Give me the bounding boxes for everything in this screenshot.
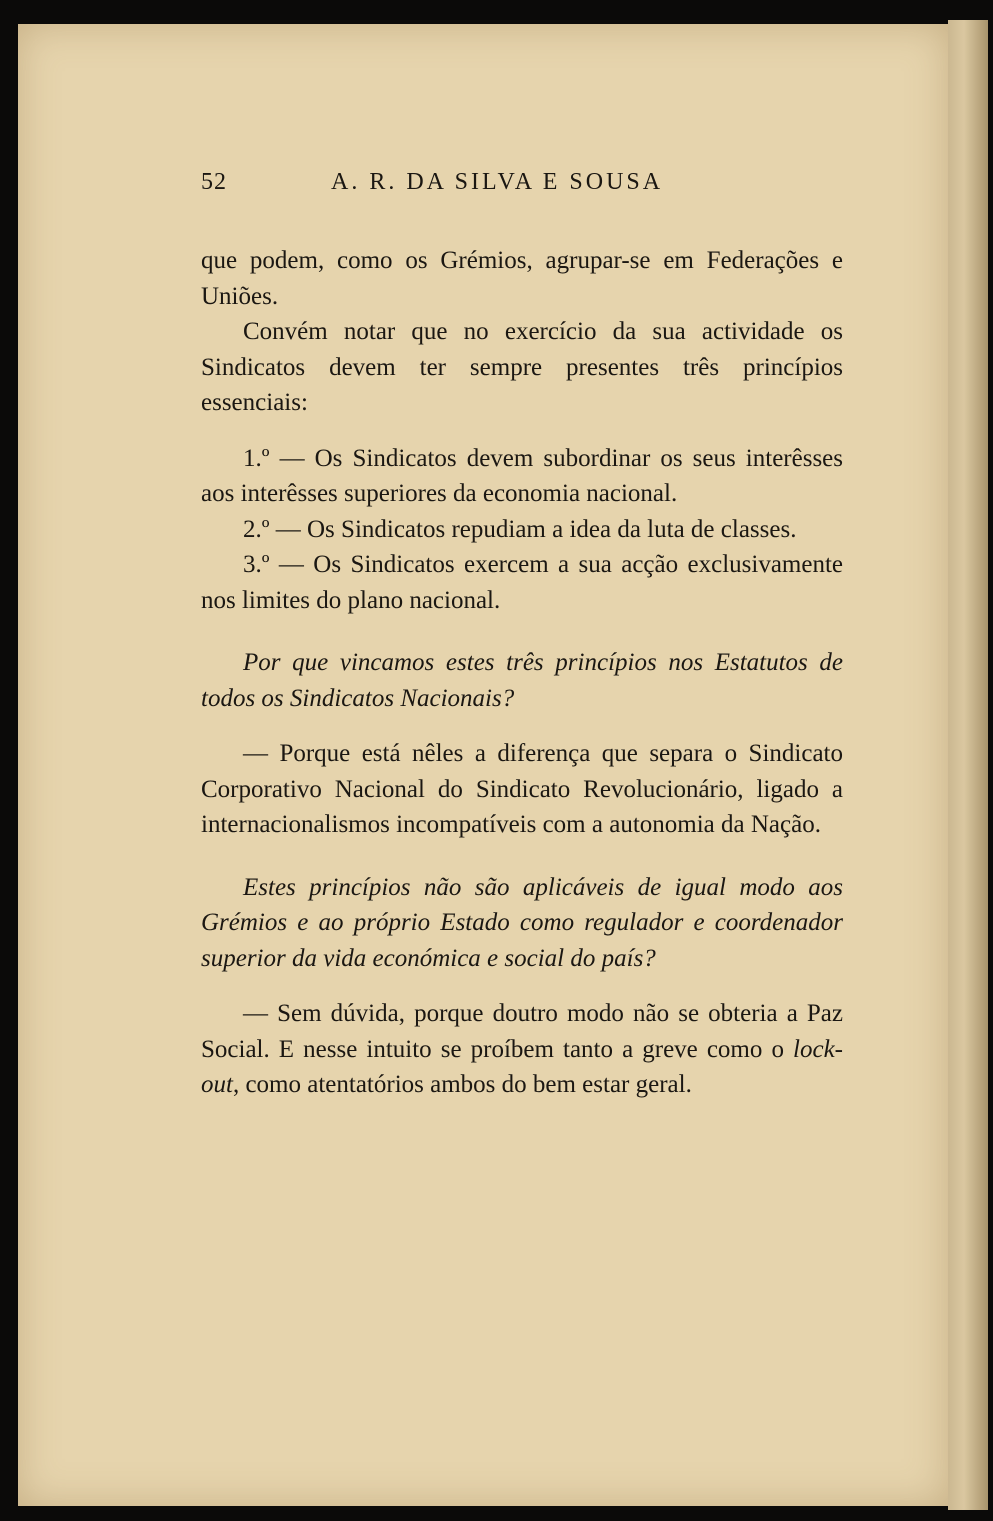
answer bbox=[201, 996, 843, 1103]
answer-text: — Sem dúvida, porque doutro modo não se obteria a Paz Social. E nesse intuito se proíbem tanto a greve como o bbox=[201, 1000, 843, 1063]
page-text bbox=[201, 165, 843, 1103]
list-item: 3.º — Os Sindicatos exercem a sua acção exclusivamente nos limites do plano nacional. bbox=[201, 551, 843, 614]
list-item: 2.º — Os Sindicatos repudiam a idea da luta de classes. bbox=[243, 515, 797, 543]
answer: — Porque está nêles a diferença que separa o Sindicato Corporativo Nacional do Sindicato Revolucionário, ligado a internacionalismos incompatíveis com a autonomia da Nação. bbox=[201, 740, 843, 838]
paragraph: que podem, como os Grémios, agrupar-se em Federações e Uniões. bbox=[201, 247, 843, 310]
page-edge bbox=[948, 20, 988, 1510]
running-head-author: A. R. DA SILVA E SOUSA bbox=[331, 169, 664, 195]
running-head bbox=[201, 165, 843, 203]
paragraph: Convém notar que no exercício da sua actividade os Sindicatos devem ter sempre presentes três princípios essenciais: bbox=[201, 318, 843, 416]
page-number: 52 bbox=[201, 169, 227, 195]
list-item: 1.º — Os Sindicatos devem subordinar os seus interêsses aos interêsses superiores da economia nacional. bbox=[201, 444, 843, 507]
question: Estes princípios não são aplicáveis de igual modo aos Grémios e ao próprio Estado como regulador e coordenador superior da vida económica e social do país? bbox=[201, 873, 843, 972]
italic-term: lock-out bbox=[201, 1035, 843, 1098]
question: Por que vincamos estes três princípios nos Estatutos de todos os Sindicatos Nacionais? bbox=[201, 649, 843, 712]
answer-text: , como atentatórios ambos do bem estar geral. bbox=[232, 1071, 692, 1098]
